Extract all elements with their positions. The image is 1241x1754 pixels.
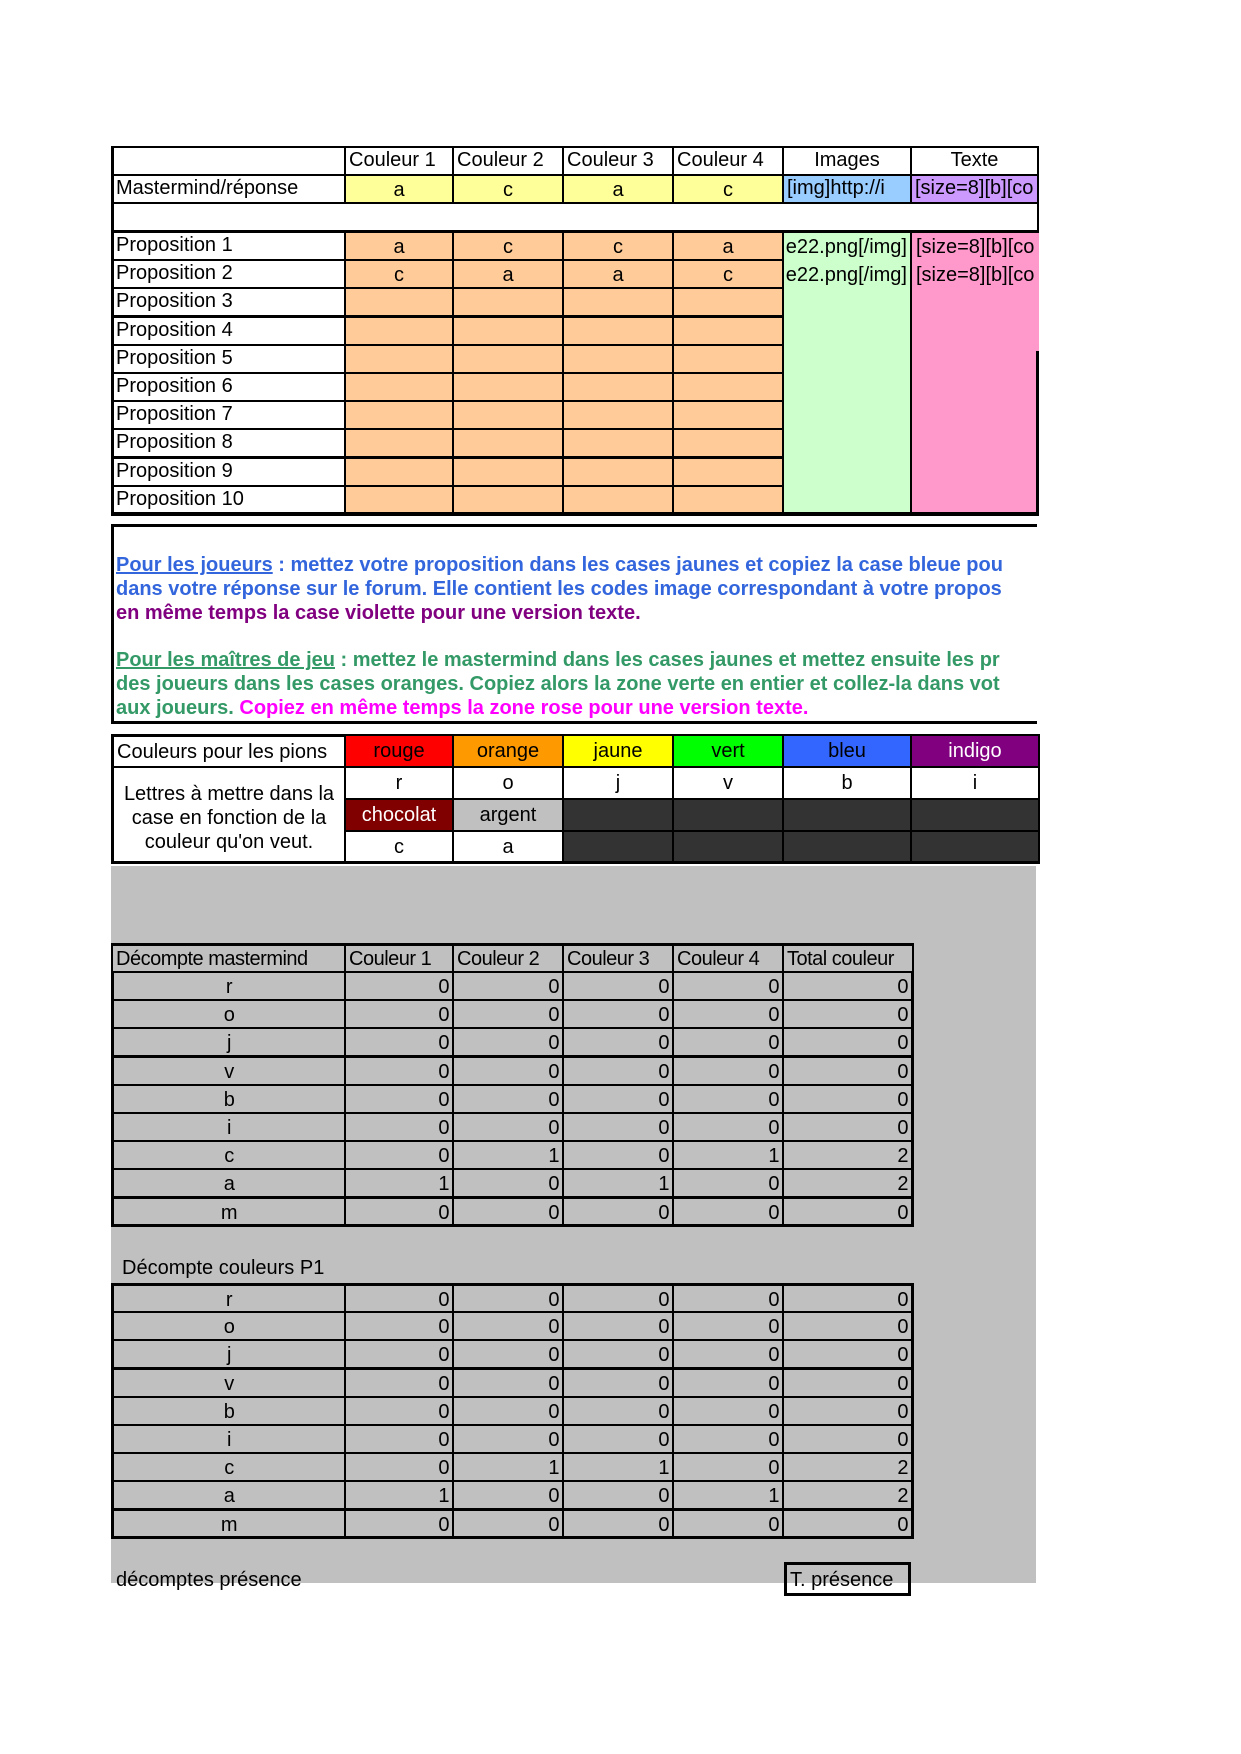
decompte-value-cell: 1	[562, 1168, 674, 1198]
decompte-row-letter: m	[111, 1197, 346, 1227]
decompte-row-letter: m	[111, 1509, 346, 1539]
decompte-row-letter: a	[111, 1480, 346, 1510]
color-letter-rouge: r	[344, 766, 454, 800]
proposition-label: Proposition 9	[111, 457, 346, 487]
proposition-label: Proposition 7	[111, 400, 346, 430]
masters-instruction-text-1: : mettez le mastermind dans les cases jaunes et mettez ensuite les pr	[334, 649, 1000, 671]
decompte-value-cell: 0	[452, 1311, 564, 1341]
decompte-row-letter: b	[111, 1084, 346, 1114]
color-swatch-argent: argent	[452, 798, 564, 832]
empty-color-slot	[910, 798, 1040, 832]
decompte-value-cell: 0	[672, 1424, 784, 1454]
proposition-label: Proposition 8	[111, 428, 346, 458]
proposition-input[interactable]	[562, 287, 674, 317]
color-swatch-indigo: indigo	[910, 734, 1040, 768]
decompte-value-cell: 0	[672, 1027, 784, 1057]
decompte-row-letter: v	[111, 1368, 346, 1398]
total-presence-cell[interactable]: T. présence	[784, 1562, 911, 1596]
decompte-value-cell: 0	[452, 1084, 564, 1114]
decompte-row-letter: c	[111, 1452, 346, 1482]
decompte-value-cell: 0	[672, 1452, 784, 1482]
proposition-label: Proposition 4	[111, 316, 346, 346]
proposition-label: Proposition 5	[111, 344, 346, 374]
decompte-row-letter: a	[111, 1168, 346, 1198]
decompte-total-cell: 0	[782, 1396, 914, 1426]
empty-color-slot	[782, 830, 912, 864]
decompte-total-cell: 2	[782, 1480, 914, 1510]
color-letter-chocolat: c	[344, 830, 454, 864]
decompte-row-letter: o	[111, 999, 346, 1029]
proposition-texte-code: [size=8][b][co	[916, 236, 1035, 258]
decompte-value-cell: 0	[562, 971, 674, 1001]
players-instruction-title[interactable]: Pour les joueurs	[116, 554, 273, 576]
decompte-value-cell: 0	[562, 1368, 674, 1398]
proposition-label: Proposition 10	[111, 485, 346, 515]
proposition-input[interactable]	[562, 485, 674, 515]
column-header: Texte	[910, 146, 1039, 176]
presence-label: décomptes présence	[116, 1569, 302, 1591]
decompte-value-cell: 0	[344, 1112, 454, 1142]
decompte-value-cell: 0	[452, 1197, 564, 1227]
decompte-value-cell: 0	[344, 1084, 454, 1114]
decompte-row-letter: c	[111, 1140, 346, 1170]
decompte-value-cell: 0	[562, 1112, 674, 1142]
decompte-value-cell: 0	[452, 1424, 564, 1454]
proposition-input[interactable]	[344, 344, 454, 374]
proposition-input[interactable]	[452, 457, 564, 487]
decompte-value-cell: 0	[452, 1339, 564, 1369]
decompte-total-cell: 0	[782, 1368, 914, 1398]
mastermind-texte-cell[interactable]: [size=8][b][co	[910, 174, 1039, 204]
decompte-total-cell: 0	[782, 1424, 914, 1454]
decompte-title: Décompte mastermind	[111, 943, 346, 973]
proposition-input[interactable]: c	[672, 259, 784, 289]
proposition-input[interactable]	[344, 287, 454, 317]
decompte-total-cell: 0	[782, 1197, 914, 1227]
decompte-value-cell: 0	[344, 1027, 454, 1057]
decompte-value-cell: 0	[344, 1368, 454, 1398]
decompte-value-cell: 0	[562, 1283, 674, 1313]
decompte-value-cell: 0	[452, 1480, 564, 1510]
proposition-input[interactable]	[562, 344, 674, 374]
decompte-value-cell: 0	[562, 1140, 674, 1170]
decompte-total-cell: 0	[782, 1084, 914, 1114]
decompte-column-header: Couleur 2	[452, 943, 564, 973]
decompte-value-cell: 0	[344, 1396, 454, 1426]
decompte-value-cell: 0	[344, 999, 454, 1029]
legend-letters-label: Lettres à mettre dans la case en fonction de la couleur qu'on veut.	[111, 766, 346, 864]
proposition-input[interactable]	[562, 428, 674, 458]
decompte-value-cell: 0	[344, 1339, 454, 1369]
decompte-value-cell: 0	[672, 971, 784, 1001]
decompte-value-cell: 0	[344, 1140, 454, 1170]
decompte-value-cell: 0	[562, 1084, 674, 1114]
proposition-input[interactable]	[452, 316, 564, 346]
proposition-label: Proposition 3	[111, 287, 346, 317]
instructions-top-divider	[111, 512, 1037, 515]
color-letter-jaune: j	[562, 766, 674, 800]
proposition-input[interactable]: a	[672, 231, 784, 261]
proposition-input[interactable]	[344, 400, 454, 430]
decompte-value-cell: 0	[672, 1197, 784, 1227]
empty-color-slot	[910, 830, 1040, 864]
decompte-row-letter: b	[111, 1396, 346, 1426]
proposition-input[interactable]	[452, 344, 564, 374]
decompte-column-header: Couleur 1	[344, 943, 454, 973]
color-swatch-jaune: jaune	[562, 734, 674, 768]
decompte-value-cell: 0	[344, 1197, 454, 1227]
proposition-input[interactable]	[562, 316, 674, 346]
players-instruction-line-3: en même temps la case violette pour une version texte.	[116, 602, 641, 624]
empty-color-slot	[672, 798, 784, 832]
column-header: Couleur 1	[344, 146, 454, 176]
decompte-total-cell: 0	[782, 1283, 914, 1313]
decompte-value-cell: 0	[562, 1339, 674, 1369]
masters-instruction-title[interactable]: Pour les maîtres de jeu	[116, 649, 335, 671]
decompte-value-cell: 0	[672, 1056, 784, 1086]
decompte-value-cell: 0	[452, 971, 564, 1001]
color-letter-argent: a	[452, 830, 564, 864]
decompte-total-cell: 0	[782, 971, 914, 1001]
decompte-value-cell: 0	[344, 1424, 454, 1454]
proposition-images-code: e22.png[/img]	[785, 264, 907, 286]
decompte-value-cell: 0	[452, 1112, 564, 1142]
decompte-value-cell: 1	[344, 1168, 454, 1198]
decompte-total-cell: 0	[782, 999, 914, 1029]
color-swatch-vert: vert	[672, 734, 784, 768]
decompte-value-cell: 0	[672, 1084, 784, 1114]
color-letter-bleu: b	[782, 766, 912, 800]
proposition-input[interactable]: a	[452, 259, 564, 289]
mastermind-input[interactable]: c	[672, 174, 784, 204]
empty-color-slot	[672, 830, 784, 864]
proposition-input[interactable]	[344, 372, 454, 402]
players-instruction-line-1	[116, 553, 1036, 577]
decompte-value-cell: 0	[562, 1424, 674, 1454]
decompte-column-header: Couleur 3	[562, 943, 674, 973]
texte-output-zone[interactable]	[910, 231, 1039, 515]
proposition-input[interactable]	[452, 372, 564, 402]
decompte-total-cell: 2	[782, 1168, 914, 1198]
proposition-input[interactable]	[562, 457, 674, 487]
masters-instruction-text-3a: aux joueurs.	[116, 697, 240, 719]
masters-instruction-line-3	[116, 696, 1036, 720]
proposition-input[interactable]	[562, 400, 674, 430]
proposition-input[interactable]: c	[344, 259, 454, 289]
decompte-column-header: Total couleur	[782, 943, 914, 973]
proposition-label: Proposition 1	[111, 231, 346, 261]
proposition-input[interactable]	[672, 428, 784, 458]
proposition-input[interactable]	[672, 457, 784, 487]
texte-zone-border	[1036, 351, 1039, 515]
decompte-value-cell: 0	[452, 1396, 564, 1426]
decompte-value-cell: 0	[672, 1368, 784, 1398]
masters-instruction-line-2: des joueurs dans les cases oranges. Copiez alors la zone verte en entier et collez-la dans vot	[116, 673, 1000, 695]
color-swatch-orange: orange	[452, 734, 564, 768]
proposition-label: Proposition 2	[111, 259, 346, 289]
decompte-total-cell: 0	[782, 1112, 914, 1142]
proposition-images-code: e22.png[/img]	[785, 236, 907, 258]
decompte-value-cell: 0	[672, 1112, 784, 1142]
proposition-input[interactable]	[672, 485, 784, 515]
proposition-input[interactable]	[562, 372, 674, 402]
empty-color-slot	[562, 830, 674, 864]
decompte-total-cell: 0	[782, 1509, 914, 1539]
color-swatch-bleu: bleu	[782, 734, 912, 768]
decompte-value-cell: 0	[672, 999, 784, 1029]
decompte-value-cell: 0	[562, 1396, 674, 1426]
proposition-input[interactable]: c	[452, 231, 564, 261]
mastermind-images-cell[interactable]: [img]http://i	[782, 174, 912, 204]
decompte-value-cell: 1	[672, 1480, 784, 1510]
decompte-value-cell: 0	[672, 1168, 784, 1198]
players-instruction-text-1: : mettez votre proposition dans les cases jaunes et copiez la case bleue pou	[272, 554, 1003, 576]
decompte-value-cell: 0	[452, 1056, 564, 1086]
decompte-row-letter: r	[111, 1283, 346, 1313]
decompte-total-cell: 0	[782, 1027, 914, 1057]
color-letter-indigo: i	[910, 766, 1040, 800]
table-left-border	[111, 146, 114, 515]
decompte-value-cell: 0	[672, 1283, 784, 1313]
decompte-row-letter: i	[111, 1424, 346, 1454]
decompte-value-cell: 0	[672, 1339, 784, 1369]
decompte-value-cell: 0	[344, 1509, 454, 1539]
proposition-input[interactable]	[452, 287, 564, 317]
column-header: Images	[782, 146, 912, 176]
decompte-value-cell: 0	[452, 1283, 564, 1313]
proposition-input[interactable]	[672, 344, 784, 374]
decompte-value-cell: 0	[344, 971, 454, 1001]
decompte-value-cell: 0	[344, 1283, 454, 1313]
decompte-value-cell: 0	[562, 1027, 674, 1057]
column-header: Couleur 3	[562, 146, 674, 176]
decompte-row-letter: o	[111, 1311, 346, 1341]
decompte-row-letter: i	[111, 1112, 346, 1142]
decompte-value-cell: 1	[344, 1480, 454, 1510]
decompte-value-cell: 0	[452, 1168, 564, 1198]
decompte-p1-title: Décompte couleurs P1	[122, 1257, 325, 1279]
decompte-value-cell: 1	[562, 1452, 674, 1482]
proposition-input[interactable]	[452, 485, 564, 515]
mastermind-input[interactable]: a	[344, 174, 454, 204]
decompte-value-cell: 1	[452, 1452, 564, 1482]
decompte-value-cell: 0	[344, 1452, 454, 1482]
column-header: Couleur 4	[672, 146, 784, 176]
decompte-value-cell: 1	[452, 1140, 564, 1170]
decompte-total-cell: 2	[782, 1452, 914, 1482]
decompte-total-cell: 2	[782, 1140, 914, 1170]
color-swatch-rouge: rouge	[344, 734, 454, 768]
proposition-input[interactable]	[344, 428, 454, 458]
decompte-value-cell: 0	[562, 1311, 674, 1341]
players-instruction-line-2: dans votre réponse sur le forum. Elle contient les codes image correspondant à votre propos	[116, 578, 1002, 600]
color-letter-orange: o	[452, 766, 564, 800]
decompte-value-cell: 0	[562, 1056, 674, 1086]
proposition-input[interactable]: a	[344, 231, 454, 261]
legend-colors-label: Couleurs pour les pions	[111, 734, 346, 768]
proposition-input[interactable]	[672, 372, 784, 402]
decompte-value-cell: 0	[452, 1509, 564, 1539]
decompte-value-cell: 0	[562, 1197, 674, 1227]
decompte-row-letter: j	[111, 1339, 346, 1369]
decompte-value-cell: 0	[672, 1509, 784, 1539]
decompte-total-cell: 0	[782, 1311, 914, 1341]
proposition-input[interactable]	[344, 485, 454, 515]
color-letter-vert: v	[672, 766, 784, 800]
proposition-input[interactable]	[672, 400, 784, 430]
decompte-value-cell: 0	[562, 1480, 674, 1510]
proposition-input[interactable]	[672, 316, 784, 346]
spacer-row	[111, 202, 1039, 233]
proposition-input[interactable]: c	[562, 231, 674, 261]
masters-instruction-text-3b: Copiez en même temps la zone rose pour une version texte.	[239, 697, 809, 719]
empty-color-slot	[782, 798, 912, 832]
decompte-value-cell: 0	[672, 1311, 784, 1341]
column-header: Couleur 2	[452, 146, 564, 176]
decompte-total-cell: 0	[782, 1339, 914, 1369]
decompte-total-cell: 0	[782, 1056, 914, 1086]
empty-color-slot	[562, 798, 674, 832]
color-swatch-chocolat: chocolat	[344, 798, 454, 832]
decompte-row-letter: j	[111, 1027, 346, 1057]
images-output-zone[interactable]	[782, 231, 912, 515]
mastermind-label: Mastermind/réponse	[111, 174, 346, 204]
proposition-input[interactable]	[452, 400, 564, 430]
decompte-column-header: Couleur 4	[672, 943, 784, 973]
proposition-texte-code: [size=8][b][co	[916, 264, 1035, 286]
proposition-input[interactable]	[344, 316, 454, 346]
decompte-row-letter: r	[111, 971, 346, 1001]
header-blank-cell	[111, 146, 346, 176]
proposition-input[interactable]	[344, 457, 454, 487]
decompte-value-cell: 0	[344, 1311, 454, 1341]
decompte-row-letter: v	[111, 1056, 346, 1086]
decompte-value-cell: 0	[344, 1056, 454, 1086]
proposition-input[interactable]: a	[562, 259, 674, 289]
proposition-label: Proposition 6	[111, 372, 346, 402]
decompte-value-cell: 0	[452, 1027, 564, 1057]
decompte-value-cell: 0	[562, 999, 674, 1029]
decompte-value-cell: 1	[672, 1140, 784, 1170]
proposition-input[interactable]	[672, 287, 784, 317]
decompte-value-cell: 0	[452, 999, 564, 1029]
decompte-value-cell: 0	[562, 1509, 674, 1539]
decompte-value-cell: 0	[452, 1368, 564, 1398]
masters-instruction-line-1	[116, 648, 1036, 672]
mastermind-input[interactable]: c	[452, 174, 564, 204]
proposition-input[interactable]	[452, 428, 564, 458]
decompte-value-cell: 0	[672, 1396, 784, 1426]
mastermind-input[interactable]: a	[562, 174, 674, 204]
